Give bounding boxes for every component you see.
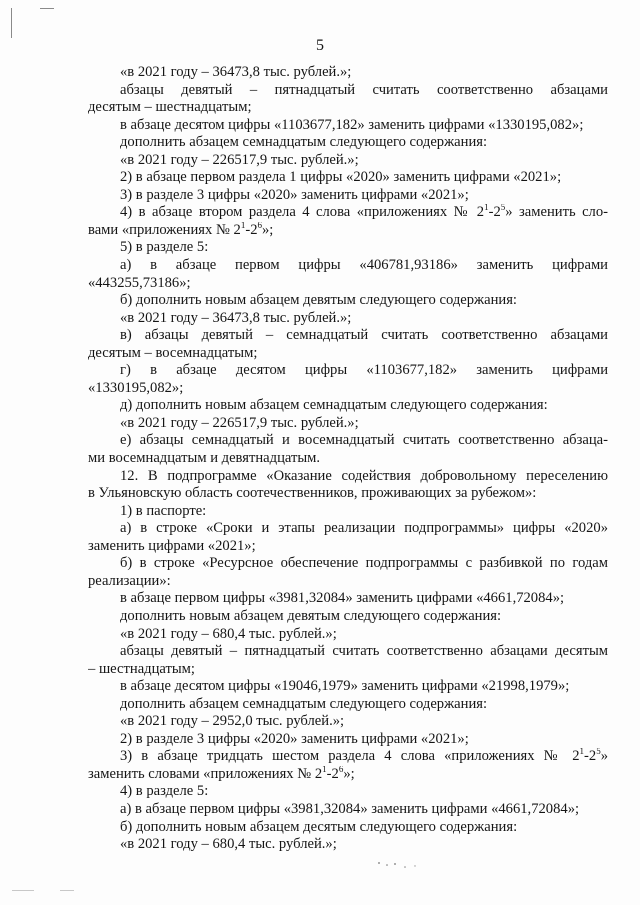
text-line (88, 239, 608, 257)
superscript: 5 (500, 204, 506, 213)
text-line (88, 327, 608, 345)
text-line (88, 678, 608, 696)
text-segment: в абзаце десятом цифры «19046,1979» заменить цифрами «21998,1979»; (120, 678, 570, 695)
text-segment: «в 2021 году – 680,4 тыс. рублей.»; (120, 625, 337, 642)
text-line (88, 362, 608, 380)
text-segment: «443255,73186»; (88, 274, 191, 291)
text-segment: 2) в абзаце первом раздела 1 цифры «2020» заменить цифрами «2021»; (120, 169, 562, 186)
text-segment: ми восемнадцатым и девятнадцатым. (88, 450, 321, 467)
superscript: 1 (579, 748, 585, 757)
page-number: 5 (316, 37, 324, 54)
text-line (88, 292, 608, 310)
superscript: 1 (240, 221, 246, 231)
text-segment: 5) в разделе 5: (120, 239, 209, 256)
scan-mark (11, 8, 12, 38)
text-line (88, 608, 608, 626)
text-segment: – шестнадцатым; (88, 660, 195, 677)
text-line (88, 555, 608, 573)
text-segment: »; (343, 765, 355, 782)
text-segment: реализации»: (88, 572, 171, 589)
text-line (88, 204, 608, 222)
text-line (88, 643, 608, 661)
text-segment: «в 2021 году – 36473,8 тыс. рублей.»; (120, 64, 352, 80)
text-line (88, 766, 608, 784)
text-line (88, 275, 608, 293)
text-segment: дополнить абзацем семнадцатым следующего содержания: (120, 695, 488, 712)
text-line (88, 82, 608, 100)
text-segment: » (600, 748, 608, 765)
text-line (88, 468, 608, 486)
text-segment: в абзаце первом цифры «3981,32084» заменить цифрами «4661,72084»; (120, 590, 565, 607)
text-segment: б) дополнить новым абзацем девятым следующего содержания: (120, 292, 517, 309)
scan-mark (12, 890, 34, 891)
text-segment: «в 2021 году – 226517,9 тыс. рублей.»; (120, 151, 359, 168)
text-line (88, 626, 608, 644)
text-line (88, 485, 608, 503)
text-segment: вами «приложениях № 2 (88, 221, 241, 238)
superscript: 1 (484, 204, 489, 213)
text-line (88, 64, 608, 82)
text-line (88, 380, 608, 398)
text-segment: 3) в абзаце тридцать шестом раздела 4 слова «приложениях № 2 (120, 748, 580, 765)
text-line (88, 661, 608, 679)
text-segment: десятым – восемнадцатым; (88, 344, 258, 361)
text-segment: б) дополнить новым абзацем десятым следующего содержания: (120, 818, 518, 835)
superscript: 6 (338, 765, 344, 775)
text-segment: 3) в разделе 3 цифры «2020» заменить цифрами «2021»; (120, 186, 469, 203)
text-segment: » заменить сло- (505, 204, 608, 221)
superscript: 1 (322, 765, 327, 775)
text-line (88, 713, 608, 731)
text-segment: -2 (584, 748, 597, 765)
text-segment: г) в абзаце десятом цифры «1103677,182» заменить цифрами (120, 362, 608, 379)
text-segment: а) в абзаце первом цифры «3981,32084» заменить цифрами «4661,72084»; (120, 800, 580, 817)
text-segment: а) в абзаце первом цифры «406781,93186» заменить цифрами (120, 257, 608, 274)
text-segment: десятым – шестнадцатым; (88, 99, 252, 116)
text-line (88, 573, 608, 591)
text-line (88, 731, 608, 749)
text-segment: д) дополнить новым абзацем семнадцатым следующего содержания: (120, 397, 548, 414)
text-segment: в) абзацы девятый – семнадцатый считать соответственно абзацами (120, 327, 608, 344)
text-line (88, 310, 608, 328)
text-line (88, 345, 608, 363)
text-segment: заменить словами «приложениях № 2 (88, 765, 323, 782)
text-line (88, 397, 608, 415)
text-segment: в Ульяновскую область соотечественников, проживающих за рубежом»: (88, 485, 537, 502)
text-line (88, 503, 608, 521)
text-line (88, 748, 608, 766)
text-line (88, 696, 608, 714)
text-segment: абзацы девятый – пятнадцатый считать соответственно абзацами десятым (120, 643, 608, 660)
text-segment: 2) в разделе 3 цифры «2020» заменить цифрами «2021»; (120, 730, 469, 747)
text-line (88, 520, 608, 538)
text-segment: б) в строке «Ресурсное обеспечение подпрограммы с разбивкой по годам (120, 555, 608, 572)
text-line (88, 99, 608, 117)
text-segment: -2 (245, 221, 258, 238)
text-line (88, 801, 608, 819)
text-segment: а) в строке «Сроки и этапы реализации подпрограммы» цифры «2020» (120, 520, 608, 537)
text-line (88, 450, 608, 468)
scan-mark (60, 890, 74, 891)
text-segment: заменить цифрами «2021»; (88, 537, 256, 554)
text-segment: е) абзацы семнадцатый и восемнадцатый считать соответственно абзаца- (120, 432, 608, 449)
text-segment: 1) в паспорте: (120, 502, 207, 519)
text-line (88, 432, 608, 450)
text-segment: «в 2021 году – 226517,9 тыс. рублей.»; (120, 414, 359, 431)
text-line (88, 117, 608, 135)
text-line (88, 819, 608, 837)
text-line (88, 152, 608, 170)
text-line (88, 257, 608, 275)
text-segment: «в 2021 году – 2952,0 тыс. рублей.»; (120, 713, 345, 730)
text-segment: дополнить абзацем семнадцатым следующего содержания: (120, 134, 488, 151)
text-segment: «в 2021 году – 36473,8 тыс. рублей.»; (120, 309, 352, 326)
scan-mark (40, 8, 54, 9)
text-segment: «в 2021 году – 680,4 тыс. рублей.»; (120, 836, 337, 853)
text-line (88, 783, 608, 801)
text-line (88, 222, 608, 240)
text-line (88, 590, 608, 608)
scan-specks (375, 858, 425, 870)
superscript: 6 (257, 221, 262, 231)
text-line (88, 538, 608, 556)
text-line (88, 169, 608, 187)
text-segment: дополнить новым абзацем девятым следующего содержания: (120, 607, 502, 624)
text-line (88, 836, 608, 854)
text-segment: -2 (326, 765, 339, 782)
text-segment: 4) в разделе 5: (120, 783, 209, 800)
text-line (88, 187, 608, 205)
text-line (88, 415, 608, 433)
text-segment: 12. В подпрограмме «Оказание содействия добровольному переселению (120, 467, 608, 484)
text-segment: 4) в абзаце втором раздела 4 слова «приложениях № 2 (120, 204, 485, 221)
superscript: 5 (596, 748, 601, 757)
text-segment: в абзаце десятом цифры «1103677,182» заменить цифрами «1330195,082»; (120, 116, 584, 133)
text-segment: -2 (488, 204, 501, 221)
document-body (88, 64, 608, 854)
text-segment: »; (262, 221, 274, 238)
text-line (88, 134, 608, 152)
text-segment: абзацы девятый – пятнадцатый считать соответственно абзацами (120, 81, 608, 98)
text-segment: «1330195,082»; (88, 379, 184, 396)
